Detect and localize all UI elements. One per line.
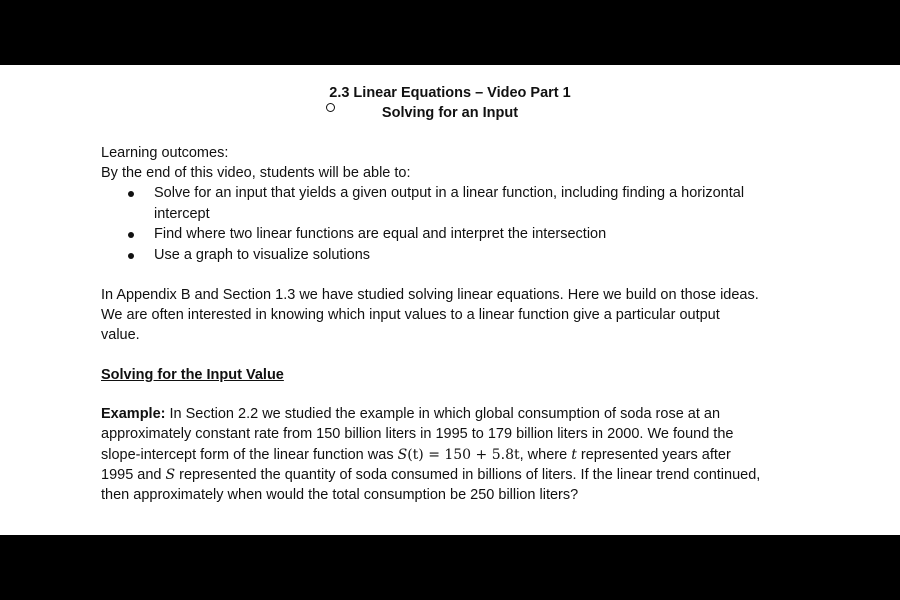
bullet-icon [128, 191, 134, 197]
intro-paragraph-line: We are often interested in knowing which input values to a linear function give a particular output [101, 307, 720, 323]
example-text: In Section 2.2 we studied the example in which global consumption of soda rose at an [165, 406, 721, 422]
list-item [101, 224, 801, 245]
bullet-icon [128, 253, 134, 259]
document-title: 2.3 Linear Equations – Video Part 1 [329, 85, 571, 101]
example-line [101, 445, 801, 466]
mouse-cursor-circle-icon [326, 103, 335, 112]
example-text: represented the quantity of soda consumed in billions of liters. If the linear trend continued, [175, 467, 761, 483]
bullet-icon [128, 232, 134, 238]
example-line [101, 404, 801, 425]
list-item-text: Find where two linear functions are equal and interpret the intersection [154, 226, 607, 242]
example-label: Example: [101, 406, 166, 422]
math-variable: S [165, 467, 176, 483]
example-text: 1995 and [101, 467, 166, 483]
list-item-text: intercept [154, 205, 210, 222]
example-text: , where [519, 447, 572, 463]
example-text: slope-intercept form of the linear function was [101, 447, 398, 463]
document-subtitle: Solving for an Input [381, 105, 519, 121]
list-item [101, 183, 801, 224]
list-item-text: Solve for an input that yields a given output in a linear function, including finding a horizontal [154, 185, 745, 201]
example-line: then approximately when would the total consumption be 250 billion liters? [101, 487, 579, 503]
intro-paragraph-line: In Appendix B and Section 1.3 we have studied solving linear equations. Here we build on those ideas. [101, 287, 759, 303]
math-variable: t [571, 447, 577, 463]
list-item [101, 245, 801, 266]
learning-outcomes-list [101, 183, 801, 265]
learning-outcomes-label: Learning outcomes: [101, 145, 229, 161]
example-text: represented years after [576, 447, 731, 463]
list-item-text: Use a graph to visualize solutions [154, 246, 371, 263]
learning-outcomes-intro: By the end of this video, students will be able to: [101, 165, 411, 181]
top-letterbox-bar [0, 0, 900, 65]
intro-paragraph-line: value. [101, 327, 140, 343]
section-heading: Solving for the Input Value [101, 367, 284, 383]
bottom-letterbox-bar [0, 535, 900, 600]
math-variable: S [397, 447, 408, 463]
document-page [0, 65, 900, 535]
math-expression: (t) = 150 + 5.8t [407, 447, 520, 463]
example-line [101, 465, 801, 486]
example-line: approximately constant rate from 150 billion liters in 1995 to 179 billion liters in 2000. We found the [101, 426, 734, 442]
